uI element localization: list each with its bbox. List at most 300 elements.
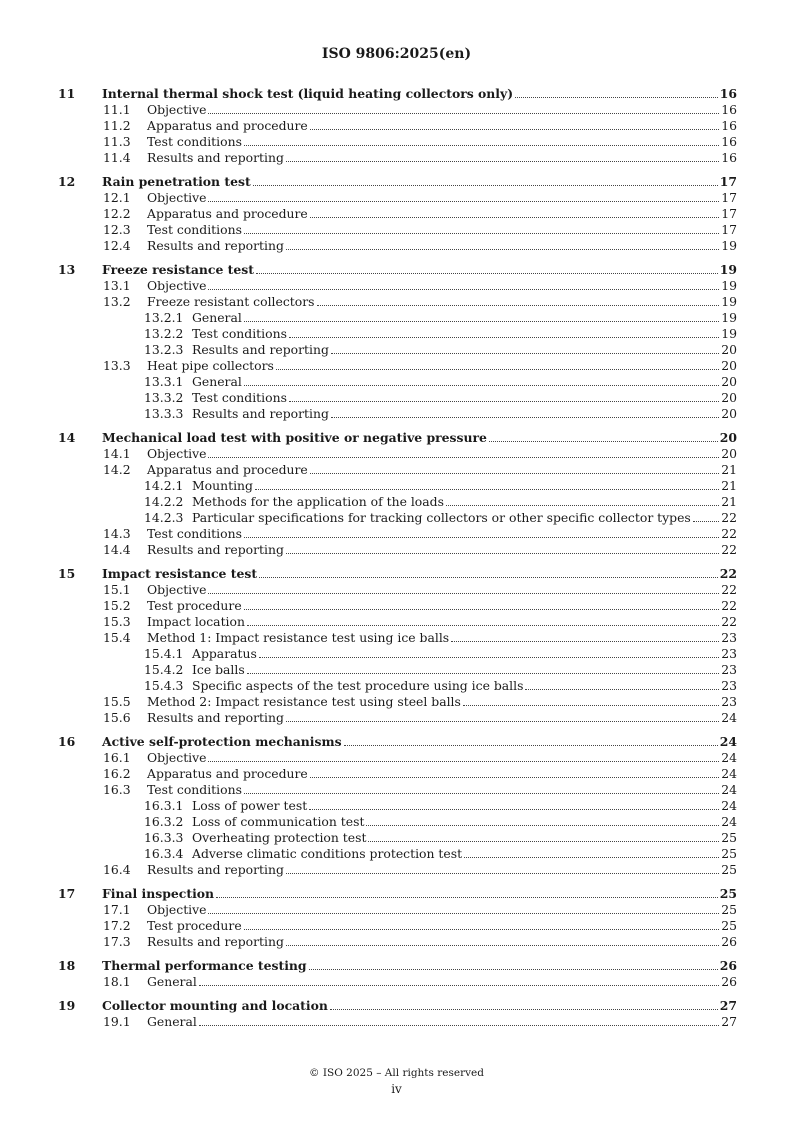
dot-leader	[208, 750, 719, 762]
toc-entry-line	[147, 902, 737, 918]
toc-entry-title: Objective	[147, 902, 207, 917]
toc-entry-title: Impact resistance test	[102, 566, 258, 581]
toc-entry-line	[192, 846, 737, 862]
dot-leader	[344, 734, 718, 746]
toc-subclause-entry[interactable]	[58, 118, 737, 134]
toc-entry-page: 17	[721, 222, 737, 237]
toc-entry-line	[192, 494, 737, 510]
toc-entry-line	[147, 294, 737, 310]
toc-subclause-entry[interactable]	[58, 846, 737, 862]
toc-entry-title: Results and reporting	[147, 542, 284, 557]
toc-entry-page: 24	[721, 710, 737, 725]
dot-leader	[244, 526, 719, 538]
toc-entry-page: 20	[721, 374, 737, 389]
toc-entry-title: Objective	[147, 750, 207, 765]
toc-entry-number: 13.2	[103, 294, 131, 309]
toc-subclause-entry[interactable]	[58, 374, 737, 390]
toc-entry-number: 16	[58, 734, 76, 749]
toc-subclause-entry[interactable]	[58, 830, 737, 846]
toc-entry-title: Objective	[147, 278, 207, 293]
toc-clause-entry[interactable]	[58, 566, 737, 582]
toc-subclause-entry[interactable]	[58, 678, 737, 694]
document-header: ISO 9806:2025(en)	[321, 46, 472, 62]
toc-entry-title: Test procedure	[147, 598, 242, 613]
toc-subclause-entry[interactable]	[58, 206, 737, 222]
toc-entry-title: Mounting	[192, 478, 253, 493]
toc-entry-page: 20	[719, 430, 737, 445]
toc-subclause-entry[interactable]	[58, 630, 737, 646]
toc-subclause-entry[interactable]	[58, 462, 737, 478]
dot-leader	[289, 390, 719, 402]
toc-entry-line	[192, 374, 737, 390]
toc-entry-title: Method 1: Impact resistance test using ice balls	[147, 630, 450, 645]
dot-leader	[208, 902, 719, 914]
toc-subclause-entry[interactable]	[58, 662, 737, 678]
toc-entry-page: 16	[721, 102, 737, 117]
toc-entry-title: Methods for the application of the loads	[192, 494, 444, 509]
toc-entry-line	[102, 734, 737, 750]
toc-subclause-entry[interactable]	[58, 814, 737, 830]
dot-leader	[208, 446, 719, 458]
toc-entry-page: 22	[719, 566, 737, 581]
toc-entry-number: 12.2	[103, 206, 131, 221]
toc-entry-line	[147, 630, 737, 646]
toc-subclause-entry[interactable]	[58, 478, 737, 494]
toc-entry-page: 22	[721, 526, 737, 541]
toc-entry-page: 20	[721, 342, 737, 357]
toc-entry-line	[192, 678, 737, 694]
table-of-contents	[58, 86, 737, 1030]
dot-leader	[244, 310, 719, 322]
toc-entry-line	[147, 750, 737, 766]
dot-leader	[330, 998, 718, 1010]
toc-entry-page: 22	[721, 542, 737, 557]
toc-entry-page: 16	[721, 150, 737, 165]
toc-entry-title: General	[147, 1014, 197, 1029]
toc-entry-title: Test conditions	[192, 390, 287, 405]
toc-entry-line	[147, 934, 737, 950]
toc-entry-title: Apparatus	[192, 646, 257, 661]
toc-entry-page: 21	[721, 478, 737, 493]
dot-leader	[368, 830, 719, 842]
toc-entry-line	[147, 446, 737, 462]
toc-entry-line	[147, 150, 737, 166]
toc-subclause-entry[interactable]	[58, 798, 737, 814]
toc-entry-title: Results and reporting	[147, 862, 284, 877]
toc-entry-title: Heat pipe collectors	[147, 358, 274, 373]
toc-entry-number: 15.3	[103, 614, 131, 629]
toc-entry-line	[102, 998, 737, 1014]
toc-subclause-entry[interactable]	[58, 278, 737, 294]
toc-entry-title: General	[192, 310, 242, 325]
dot-leader	[244, 222, 719, 234]
toc-entry-page: 19	[721, 238, 737, 253]
toc-entry-title: Impact location	[147, 614, 245, 629]
dot-leader	[286, 710, 719, 722]
toc-entry-line	[102, 86, 737, 102]
toc-entry-title: Mechanical load test with positive or negative pressure	[102, 430, 487, 445]
toc-entry-title: Final inspection	[102, 886, 215, 901]
toc-entry-number: 13.3.1	[144, 374, 184, 389]
page-footer	[0, 1067, 793, 1096]
toc-entry-number: 17	[58, 886, 76, 901]
toc-entry-number: 11.4	[103, 150, 131, 165]
toc-entry-number: 14.2.3	[144, 510, 184, 525]
dot-leader	[216, 886, 718, 898]
dot-leader	[310, 118, 719, 130]
toc-subclause-entry[interactable]	[58, 918, 737, 934]
toc-entry-line	[147, 582, 737, 598]
dot-leader	[451, 630, 719, 642]
toc-entry-line	[147, 134, 737, 150]
toc-subclause-entry[interactable]	[58, 494, 737, 510]
toc-entry-title: Results and reporting	[147, 710, 284, 725]
dot-leader	[331, 406, 719, 418]
dot-leader	[309, 958, 718, 970]
dot-leader	[286, 542, 719, 554]
toc-entry-title: Adverse climatic conditions protection test	[192, 846, 463, 861]
toc-entry-page: 20	[721, 358, 737, 373]
dot-leader	[286, 238, 719, 250]
toc-entry-title: Apparatus and procedure	[147, 118, 308, 133]
toc-entry-line	[102, 886, 737, 902]
toc-entry-page: 26	[721, 974, 737, 989]
toc-entry-number: 12.1	[103, 190, 131, 205]
toc-entry-line	[192, 478, 737, 494]
toc-subclause-entry[interactable]	[58, 326, 737, 342]
toc-entry-line	[147, 358, 737, 374]
toc-entry-number: 14	[58, 430, 76, 445]
toc-entry-page: 21	[721, 494, 737, 509]
toc-entry-title: Objective	[147, 446, 207, 461]
toc-entry-number: 13.2.2	[144, 326, 184, 341]
toc-subclause-entry[interactable]	[58, 1014, 737, 1030]
toc-entry-number: 14.3	[103, 526, 131, 541]
toc-entry-line	[147, 118, 737, 134]
dot-leader	[366, 814, 719, 826]
toc-subclause-entry[interactable]	[58, 974, 737, 990]
toc-entry-title: Results and reporting	[192, 342, 329, 357]
toc-clause-entry[interactable]	[58, 262, 737, 278]
toc-entry-number: 12.3	[103, 222, 131, 237]
toc-entry-number: 16.3	[103, 782, 131, 797]
toc-entry-title: Internal thermal shock test (liquid heating collectors only)	[102, 86, 514, 101]
toc-entry-number: 12	[58, 174, 76, 189]
toc-clause-entry[interactable]	[58, 886, 737, 902]
dot-leader	[310, 766, 719, 778]
toc-entry-line	[192, 510, 737, 526]
toc-clause-entry[interactable]	[58, 86, 737, 102]
toc-entry-page: 22	[721, 582, 737, 597]
toc-entry-page: 19	[721, 326, 737, 341]
toc-entry-number: 13.2.3	[144, 342, 184, 357]
toc-subclause-entry[interactable]	[58, 310, 737, 326]
toc-entry-title: Active self-protection mechanisms	[102, 734, 342, 749]
toc-entry-number: 18	[58, 958, 76, 973]
toc-subclause-entry[interactable]	[58, 598, 737, 614]
toc-entry-title: Results and reporting	[147, 238, 284, 253]
toc-entry-page: 24	[719, 734, 737, 749]
toc-entry-page: 23	[721, 630, 737, 645]
toc-entry-page: 25	[721, 918, 737, 933]
toc-entry-number: 14.2.2	[144, 494, 184, 509]
toc-entry-title: Apparatus and procedure	[147, 462, 308, 477]
toc-entry-line	[192, 798, 737, 814]
toc-entry-page: 20	[721, 406, 737, 421]
toc-entry-page: 19	[721, 294, 737, 309]
toc-entry-title: Collector mounting and location	[102, 998, 328, 1013]
toc-subclause-entry[interactable]	[58, 294, 737, 310]
toc-entry-title: Test procedure	[147, 918, 242, 933]
toc-clause-entry[interactable]	[58, 998, 737, 1014]
toc-entry-page: 25	[721, 830, 737, 845]
dot-leader	[244, 782, 719, 794]
toc-entry-line	[192, 814, 737, 830]
toc-entry-page: 26	[721, 934, 737, 949]
dot-leader	[515, 86, 718, 98]
toc-entry-page: 20	[721, 446, 737, 461]
toc-entry-line	[147, 206, 737, 222]
toc-entry-line	[192, 830, 737, 846]
toc-clause-entry[interactable]	[58, 430, 737, 446]
dot-leader	[693, 510, 719, 522]
toc-subclause-entry[interactable]	[58, 238, 737, 254]
toc-entry-title: Freeze resistant collectors	[147, 294, 315, 309]
toc-subclause-entry[interactable]	[58, 750, 737, 766]
dot-leader	[446, 494, 719, 506]
toc-subclause-entry[interactable]	[58, 510, 737, 526]
toc-entry-page: 27	[721, 1014, 737, 1029]
toc-entry-line	[147, 542, 737, 558]
toc-entry-number: 11.2	[103, 118, 131, 133]
toc-entry-number: 16.3.3	[144, 830, 184, 845]
toc-entry-page: 24	[721, 750, 737, 765]
toc-entry-number: 12.4	[103, 238, 131, 253]
toc-entry-line	[147, 694, 737, 710]
toc-entry-number: 17.2	[103, 918, 131, 933]
toc-entry-number: 11.1	[103, 102, 131, 117]
page-number: iv	[391, 1082, 402, 1096]
toc-entry-line	[102, 566, 737, 582]
toc-subclause-entry[interactable]	[58, 646, 737, 662]
toc-entry-title: Results and reporting	[147, 934, 284, 949]
toc-entry-page: 25	[721, 902, 737, 917]
toc-subclause-entry[interactable]	[58, 390, 737, 406]
dot-leader	[199, 974, 719, 986]
toc-entry-page: 23	[721, 694, 737, 709]
toc-entry-number: 15.5	[103, 694, 131, 709]
toc-entry-line	[147, 782, 737, 798]
toc-entry-title: Apparatus and procedure	[147, 206, 308, 221]
toc-entry-title: Particular specifications for tracking collectors or other specific collector types	[192, 510, 691, 525]
toc-entry-line	[147, 1014, 737, 1030]
toc-entry-page: 17	[719, 174, 737, 189]
toc-subclause-entry[interactable]	[58, 694, 737, 710]
toc-entry-page: 19	[719, 262, 737, 277]
dot-leader	[525, 678, 719, 690]
toc-entry-number: 17.1	[103, 902, 131, 917]
dot-leader	[317, 294, 720, 306]
toc-entry-title: Freeze resistance test	[102, 262, 254, 277]
toc-subclause-entry[interactable]	[58, 102, 737, 118]
toc-subclause-entry[interactable]	[58, 934, 737, 950]
toc-entry-title: Results and reporting	[192, 406, 329, 421]
dot-leader	[247, 662, 720, 674]
toc-entry-line	[147, 238, 737, 254]
toc-entry-title: Loss of communication test	[192, 814, 365, 829]
dot-leader	[259, 566, 718, 578]
toc-entry-number: 16.2	[103, 766, 131, 781]
toc-entry-line	[102, 430, 737, 446]
toc-entry-line	[147, 766, 737, 782]
toc-entry-number: 16.3.2	[144, 814, 184, 829]
toc-entry-title: Rain penetration test	[102, 174, 251, 189]
toc-entry-number: 19	[58, 998, 76, 1013]
toc-entry-page: 19	[721, 278, 737, 293]
toc-entry-line	[147, 918, 737, 934]
toc-entry-number: 16.1	[103, 750, 131, 765]
dot-leader	[286, 934, 719, 946]
toc-entry-page: 24	[721, 798, 737, 813]
toc-clause-entry[interactable]	[58, 734, 737, 750]
toc-subclause-entry[interactable]	[58, 526, 737, 542]
toc-entry-number: 13.3	[103, 358, 131, 373]
toc-entry-line	[192, 390, 737, 406]
toc-subclause-entry[interactable]	[58, 766, 737, 782]
dot-leader	[463, 694, 719, 706]
toc-entry-line	[147, 102, 737, 118]
toc-entry-title: General	[192, 374, 242, 389]
toc-entry-number: 15.4	[103, 630, 131, 645]
toc-entry-number: 13	[58, 262, 76, 277]
toc-entry-number: 19.1	[103, 1014, 131, 1029]
toc-entry-line	[102, 958, 737, 974]
toc-entry-line	[147, 598, 737, 614]
toc-entry-page: 26	[719, 958, 737, 973]
dot-leader	[289, 326, 719, 338]
dot-leader	[256, 262, 718, 274]
dot-leader	[244, 374, 719, 386]
toc-entry-page: 27	[719, 998, 737, 1013]
toc-subclause-entry[interactable]	[58, 902, 737, 918]
toc-subclause-entry[interactable]	[58, 190, 737, 206]
toc-subclause-entry[interactable]	[58, 782, 737, 798]
toc-entry-line	[147, 526, 737, 542]
toc-entry-number: 15.4.1	[144, 646, 184, 661]
toc-entry-title: Test conditions	[192, 326, 287, 341]
dot-leader	[244, 134, 719, 146]
toc-entry-title: Method 2: Impact resistance test using steel balls	[147, 694, 461, 709]
toc-entry-page: 21	[721, 462, 737, 477]
toc-entry-page: 17	[721, 206, 737, 221]
toc-entry-number: 11.3	[103, 134, 131, 149]
toc-entry-page: 16	[721, 134, 737, 149]
toc-entry-number: 14.2	[103, 462, 131, 477]
toc-entry-number: 16.4	[103, 862, 131, 877]
toc-subclause-entry[interactable]	[58, 582, 737, 598]
dot-leader	[208, 102, 719, 114]
dot-leader	[199, 1014, 719, 1026]
dot-leader	[310, 462, 719, 474]
toc-subclause-entry[interactable]	[58, 614, 737, 630]
toc-subclause-entry[interactable]	[58, 222, 737, 238]
toc-entry-title: Ice balls	[192, 662, 245, 677]
dot-leader	[244, 918, 720, 930]
dot-leader	[489, 430, 718, 442]
toc-subclause-entry[interactable]	[58, 342, 737, 358]
toc-entry-title: Test conditions	[147, 526, 242, 541]
toc-entry-title: Apparatus and procedure	[147, 766, 308, 781]
toc-entry-title: Loss of power test	[192, 798, 308, 813]
toc-subclause-entry[interactable]	[58, 406, 737, 422]
toc-entry-title: Specific aspects of the test procedure using ice balls	[192, 678, 524, 693]
toc-entry-number: 16.3.4	[144, 846, 184, 861]
toc-entry-title: Test conditions	[147, 134, 242, 149]
toc-clause-entry[interactable]	[58, 958, 737, 974]
toc-entry-title: Objective	[147, 582, 207, 597]
dot-leader	[276, 358, 719, 370]
toc-entry-page: 23	[721, 646, 737, 661]
toc-entry-line	[192, 342, 737, 358]
dot-leader	[244, 598, 720, 610]
toc-subclause-entry[interactable]	[58, 134, 737, 150]
toc-entry-page: 16	[719, 86, 737, 101]
toc-entry-number: 13.1	[103, 278, 131, 293]
toc-entry-number: 16.3.1	[144, 798, 184, 813]
toc-entry-line	[147, 974, 737, 990]
toc-entry-number: 13.3.2	[144, 390, 184, 405]
toc-entry-line	[147, 278, 737, 294]
toc-entry-number: 17.3	[103, 934, 131, 949]
toc-entry-number: 18.1	[103, 974, 131, 989]
toc-subclause-entry[interactable]	[58, 710, 737, 726]
dot-leader	[208, 190, 719, 202]
toc-subclause-entry[interactable]	[58, 542, 737, 558]
toc-subclause-entry[interactable]	[58, 862, 737, 878]
toc-entry-title: Test conditions	[147, 782, 242, 797]
toc-entry-line	[192, 646, 737, 662]
toc-subclause-entry[interactable]	[58, 150, 737, 166]
toc-entry-page: 25	[719, 886, 737, 901]
toc-entry-line	[147, 462, 737, 478]
toc-entry-page: 25	[721, 862, 737, 877]
toc-entry-page: 17	[721, 190, 737, 205]
dot-leader	[208, 278, 719, 290]
toc-entry-line	[147, 710, 737, 726]
toc-entry-page: 19	[721, 310, 737, 325]
toc-subclause-entry[interactable]	[58, 446, 737, 462]
toc-subclause-entry[interactable]	[58, 358, 737, 374]
toc-entry-page: 24	[721, 782, 737, 797]
toc-entry-page: 22	[721, 598, 737, 613]
toc-entry-number: 15.4.3	[144, 678, 184, 693]
toc-entry-line	[192, 406, 737, 422]
toc-entry-line	[192, 310, 737, 326]
toc-entry-number: 15.4.2	[144, 662, 184, 677]
toc-entry-title: Overheating protection test	[192, 830, 367, 845]
toc-entry-title: Test conditions	[147, 222, 242, 237]
toc-entry-line	[192, 662, 737, 678]
toc-clause-entry[interactable]	[58, 174, 737, 190]
toc-entry-page: 20	[721, 390, 737, 405]
toc-entry-line	[102, 262, 737, 278]
toc-entry-line	[102, 174, 737, 190]
toc-entry-line	[147, 190, 737, 206]
toc-entry-page: 16	[721, 118, 737, 133]
toc-entry-number: 15.6	[103, 710, 131, 725]
toc-entry-number: 15.2	[103, 598, 131, 613]
toc-entry-number: 11	[58, 86, 76, 101]
